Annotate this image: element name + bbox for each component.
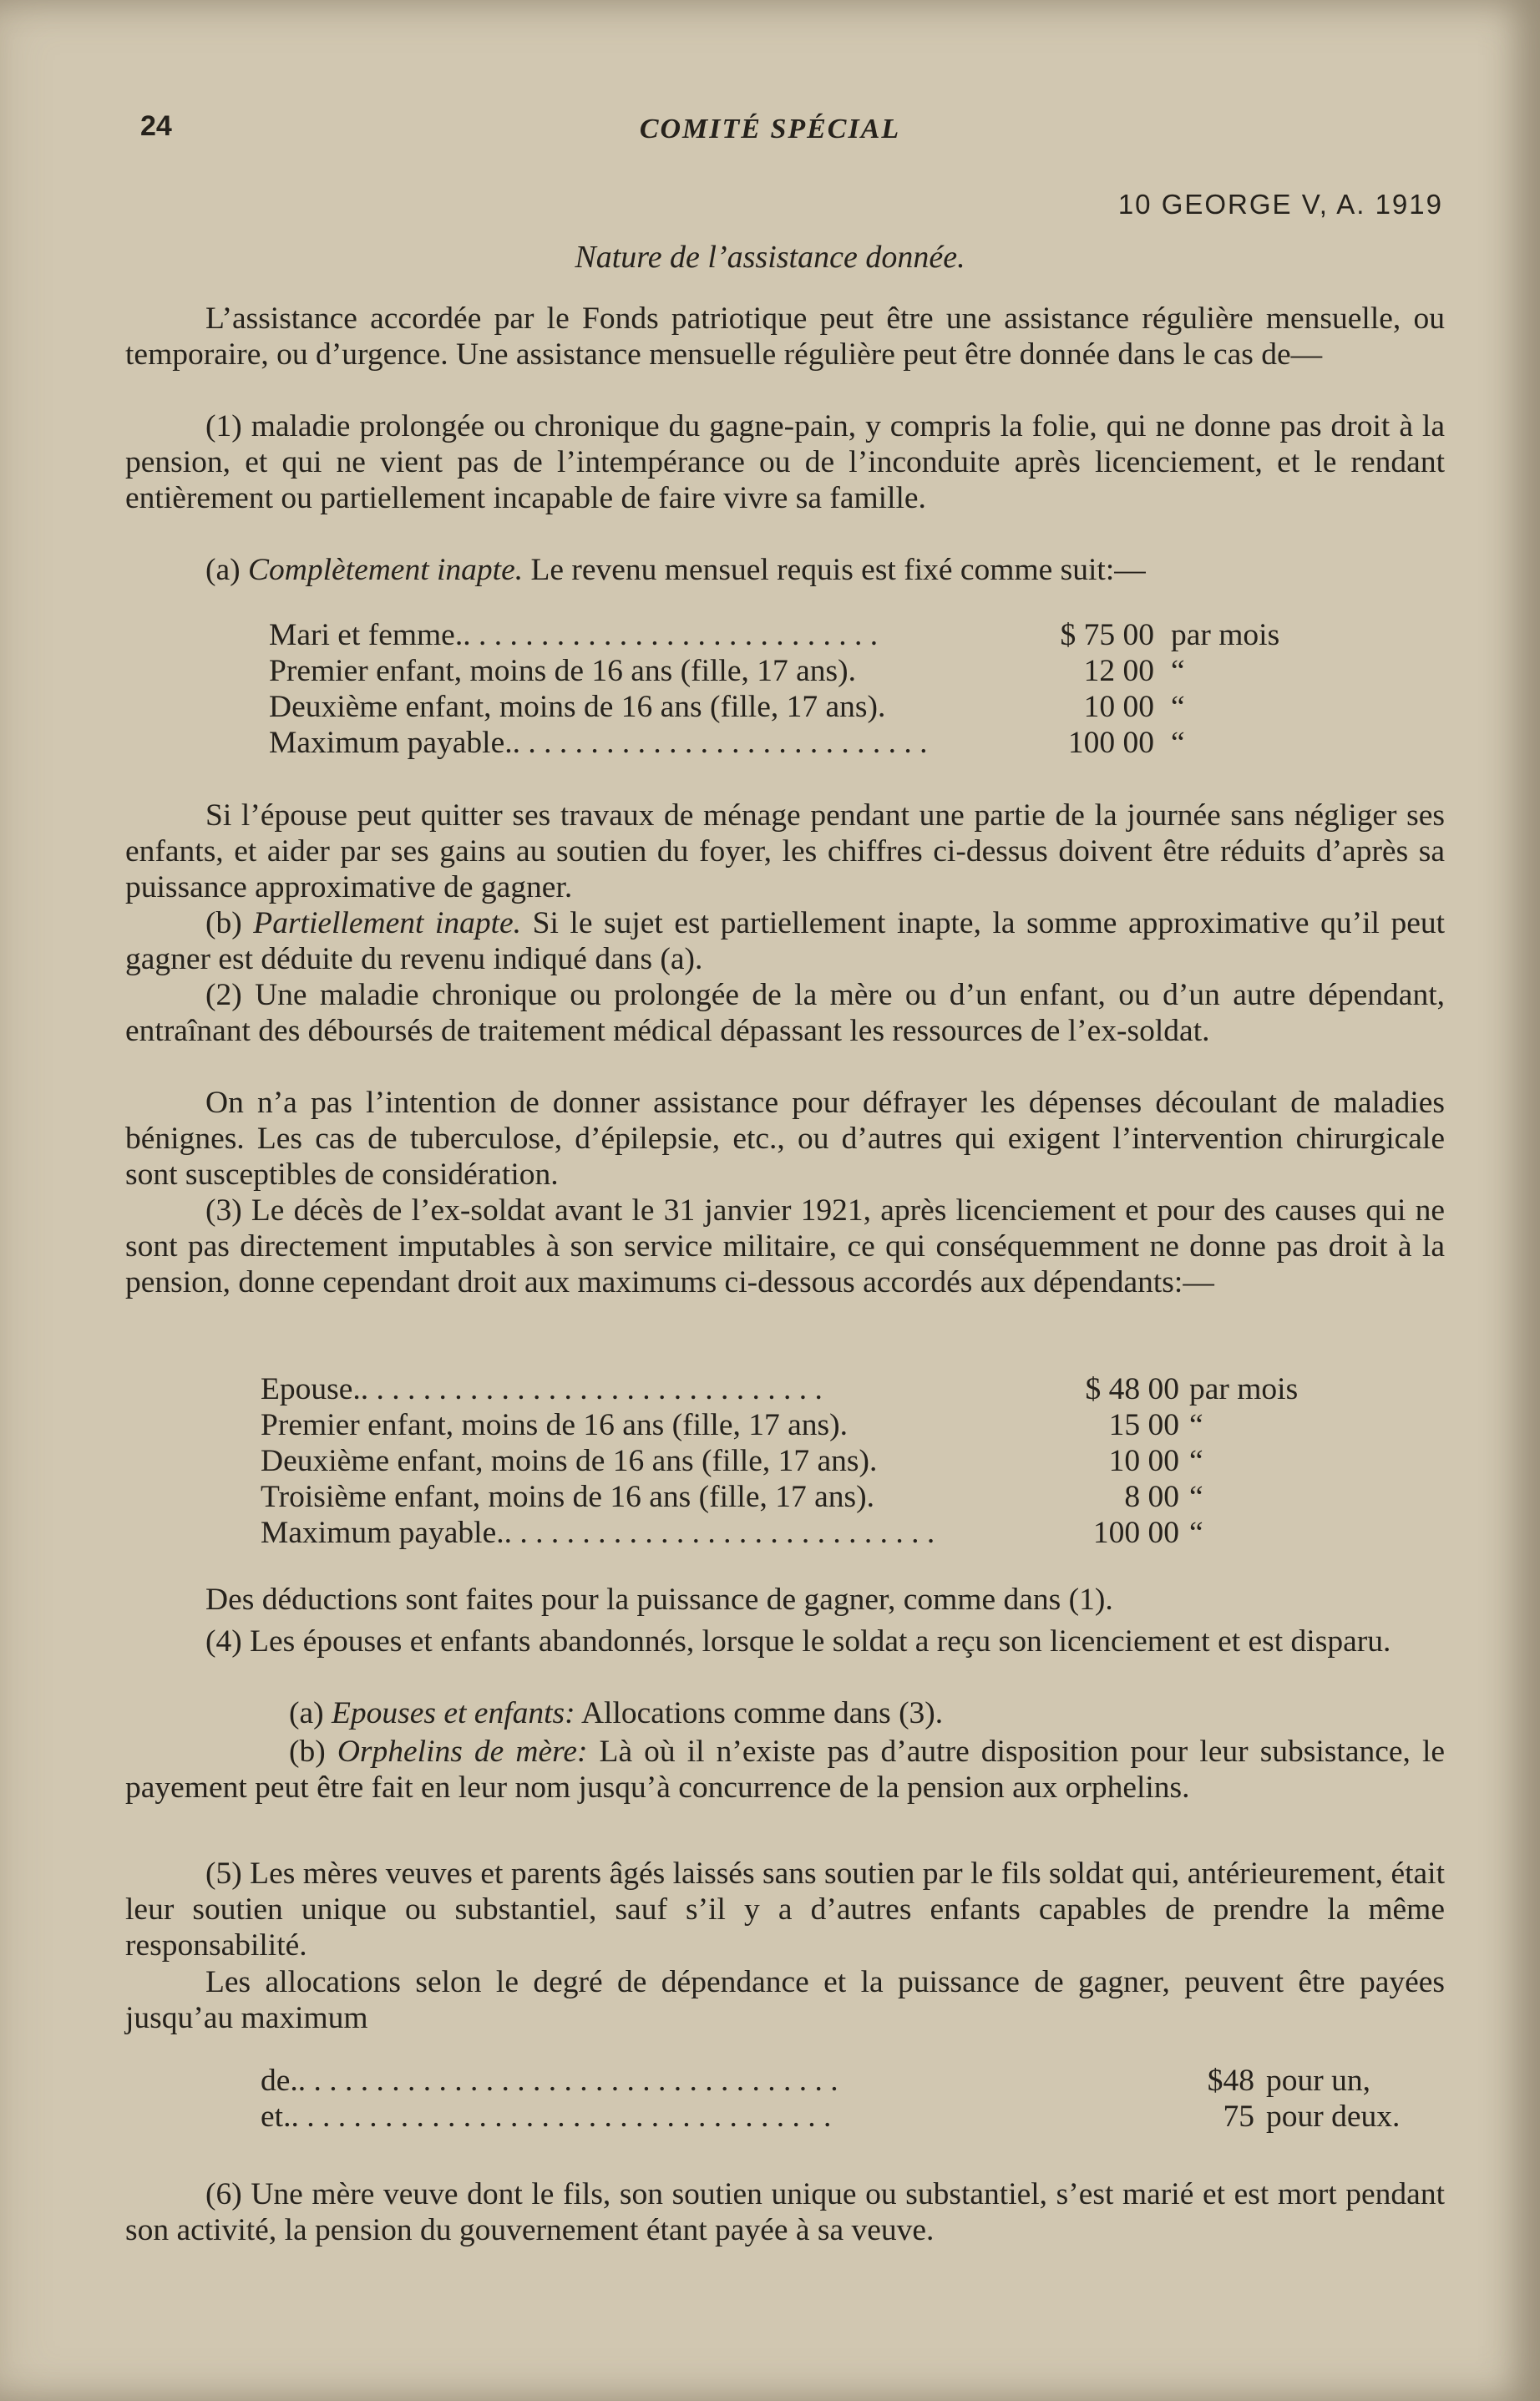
item-label: (b) <box>289 1735 326 1769</box>
row-unit: par mois <box>1189 1372 1299 1406</box>
row-label: Troisième enfant, moins de 16 ans (fille, 17 ans). <box>261 1480 874 1514</box>
section-heading: Nature de l’assistance donnée. <box>575 240 965 275</box>
row-label: Mari et femme.. . . . . . . . . . . . . . . . . . . . . . . . . . . <box>269 618 879 652</box>
table-row <box>269 653 1321 689</box>
row-amount: $48 <box>1207 2064 1254 2098</box>
item-text: Si le sujet est partiellement inapte, la somme approximative qu’il peut gagner est déduite du revenu indiqué dans (a). <box>125 906 1446 976</box>
row-amount: 10 00 <box>1083 690 1154 724</box>
page-number: 24 <box>140 110 172 142</box>
table-row <box>269 725 1321 761</box>
row-unit: pour deux. <box>1266 2100 1401 2134</box>
item-text: Allocations comme dans (3). <box>580 1696 944 1730</box>
item-title: Complètement inapte. <box>248 553 524 587</box>
row-label: Maximum payable.. . . . . . . . . . . . . . . . . . . . . . . . . . . <box>269 726 928 760</box>
running-title: COMITÉ SPÉCIAL <box>639 114 901 144</box>
paragraph-intro: L’assistance accordée par le Fonds patriotique peut être une assistance régulière mensuelle, ou temporaire, ou d’urgence. Une assistance mensuelle régulière peut être donnée dans le cas de— <box>125 301 1445 372</box>
paragraph-case-1: (1) maladie prolongée ou chronique du gagne-pain, y compris la folie, qui ne donne pas droit à la pension, et qui ne vient pas de l’intempérance ou de l’inconduite après licenciement, et le rendant entièrement ou partiellement incapable de faire vivre sa famille. <box>125 409 1445 515</box>
item-text: Là où il n’existe pas d’autre disposition pour leur subsistance, le payement peut être fait en leur nom jusqu’à concurrence de la pension aux orphelins. <box>125 1735 1446 1805</box>
paragraph-case-4: (4) Les épouses et enfants abandonnés, lorsque le soldat a reçu son licenciement et est disparu. <box>205 1624 1391 1659</box>
item-title: Epouses et enfants: <box>332 1696 575 1730</box>
paragraph-minor-illness: On n’a pas l’intention de donner assistance pour défrayer les dépenses découlant de maladies bénignes. Les cas de tuberculose, d’épilepsie, etc., ou d’autres qui exigent l’intervention chirurgicale sont susceptibles de considération. <box>125 1086 1445 1192</box>
row-label: Epouse.. . . . . . . . . . . . . . . . . . . . . . . . . . . . . . <box>261 1372 823 1406</box>
table-row <box>261 1371 1373 1407</box>
table-row <box>261 1515 1373 1551</box>
allowance-table-2 <box>261 1371 1373 1551</box>
row-label: de.. . . . . . . . . . . . . . . . . . . . . . . . . . . . . . . . . . . <box>261 2064 838 2098</box>
row-amount: 15 00 <box>1108 1408 1179 1442</box>
paragraph-case-5: (5) Les mères veuves et parents âgés laissés sans soutien par le fils soldat qui, antérieurement, était leur soutien unique ou substantiel, sauf s’il y a d’autres enfants capables de prendre la même responsabilité. <box>125 1856 1445 1963</box>
paragraph-case-3: (3) Le décès de l’ex-soldat avant le 31 janvier 1921, après licenciement et pour des causes qui ne sont pas directement imputables à son service militaire, ce qui conséquemment ne donne pas droit à la pension, donne cependant droit aux maximums ci-dessous accordés aux dépendants:— <box>125 1193 1445 1299</box>
row-unit: “ <box>1189 1480 1203 1514</box>
table-row <box>261 2099 1458 2135</box>
row-amount: 10 00 <box>1108 1444 1179 1478</box>
allowance-table-3 <box>261 2063 1458 2135</box>
paragraph-case-1b <box>125 905 1445 977</box>
item-label: (a) <box>205 553 241 587</box>
table-row <box>261 1479 1373 1515</box>
row-unit: “ <box>1189 1408 1203 1442</box>
item-label: (a) <box>289 1696 324 1730</box>
paragraph-allocations: Les allocations selon le degré de dépendance et la puissance de gagner, peuvent être payées jusqu’au maximum <box>125 1965 1445 2035</box>
row-unit: “ <box>1171 726 1185 760</box>
row-label: Premier enfant, moins de 16 ans (fille, 17 ans). <box>261 1408 848 1442</box>
row-label: Deuxième enfant, moins de 16 ans (fille, 17 ans). <box>261 1444 878 1478</box>
item-title: Orphelins de mère: <box>337 1735 588 1769</box>
table-row <box>261 2063 1458 2099</box>
row-unit: par mois <box>1171 618 1280 652</box>
row-amount: 12 00 <box>1083 654 1154 688</box>
row-unit: “ <box>1189 1444 1203 1478</box>
table-row <box>261 1443 1373 1479</box>
session-reference: 10 GEORGE V, A. 1919 <box>1117 189 1443 220</box>
row-amount: $ 48 00 <box>1085 1372 1179 1406</box>
row-amount: $ 75 00 <box>1060 618 1154 652</box>
item-text: Le revenu mensuel requis est fixé comme suit:— <box>530 553 1146 587</box>
table-row <box>261 1407 1373 1443</box>
paragraph-case-1a <box>125 552 1445 588</box>
item-label: (b) <box>205 906 242 940</box>
table-row <box>269 617 1321 653</box>
row-amount: 75 <box>1223 2100 1254 2134</box>
paragraph-spouse-earnings: Si l’épouse peut quitter ses travaux de ménage pendant une partie de la journée sans négliger ses enfants, et aider par ses gains au soutien du foyer, les chiffres ci-dessus doivent être réduits d’après sa puissance approximative de gagner. <box>125 798 1445 904</box>
allowance-table-1 <box>269 617 1321 761</box>
paragraph-case-4b <box>125 1734 1445 1806</box>
row-label: Maximum payable.. . . . . . . . . . . . . . . . . . . . . . . . . . . . <box>261 1516 935 1550</box>
item-title: Partiellement inapte. <box>253 906 522 940</box>
row-unit: “ <box>1171 690 1185 724</box>
row-amount: 8 00 <box>1124 1480 1179 1514</box>
row-amount: 100 00 <box>1092 1516 1179 1550</box>
paragraph-case-6: (6) Une mère veuve dont le fils, son soutien unique ou substantiel, s’est marié et est mort pendant son activité, la pension du gouvernement étant payée à sa veuve. <box>125 2177 1445 2247</box>
table-row <box>269 689 1321 725</box>
row-unit: “ <box>1171 654 1185 688</box>
row-label: et.. . . . . . . . . . . . . . . . . . . . . . . . . . . . . . . . . . . <box>261 2100 832 2134</box>
row-unit: pour un, <box>1266 2064 1370 2098</box>
row-amount: 100 00 <box>1067 726 1154 760</box>
row-unit: “ <box>1189 1516 1203 1550</box>
row-label: Premier enfant, moins de 16 ans (fille, 17 ans). <box>269 654 856 688</box>
paragraph-case-2: (2) Une maladie chronique ou prolongée de la mère ou d’un enfant, ou d’un autre dépendant, entraînant des déboursés de traitement médical dépassant les ressources de l’ex-soldat. <box>125 978 1445 1048</box>
paragraph-case-4a <box>125 1695 1445 1731</box>
paragraph-deductions: Des déductions sont faites pour la puissance de gagner, comme dans (1). <box>205 1583 1113 1617</box>
row-label: Deuxième enfant, moins de 16 ans (fille, 17 ans). <box>269 690 886 724</box>
